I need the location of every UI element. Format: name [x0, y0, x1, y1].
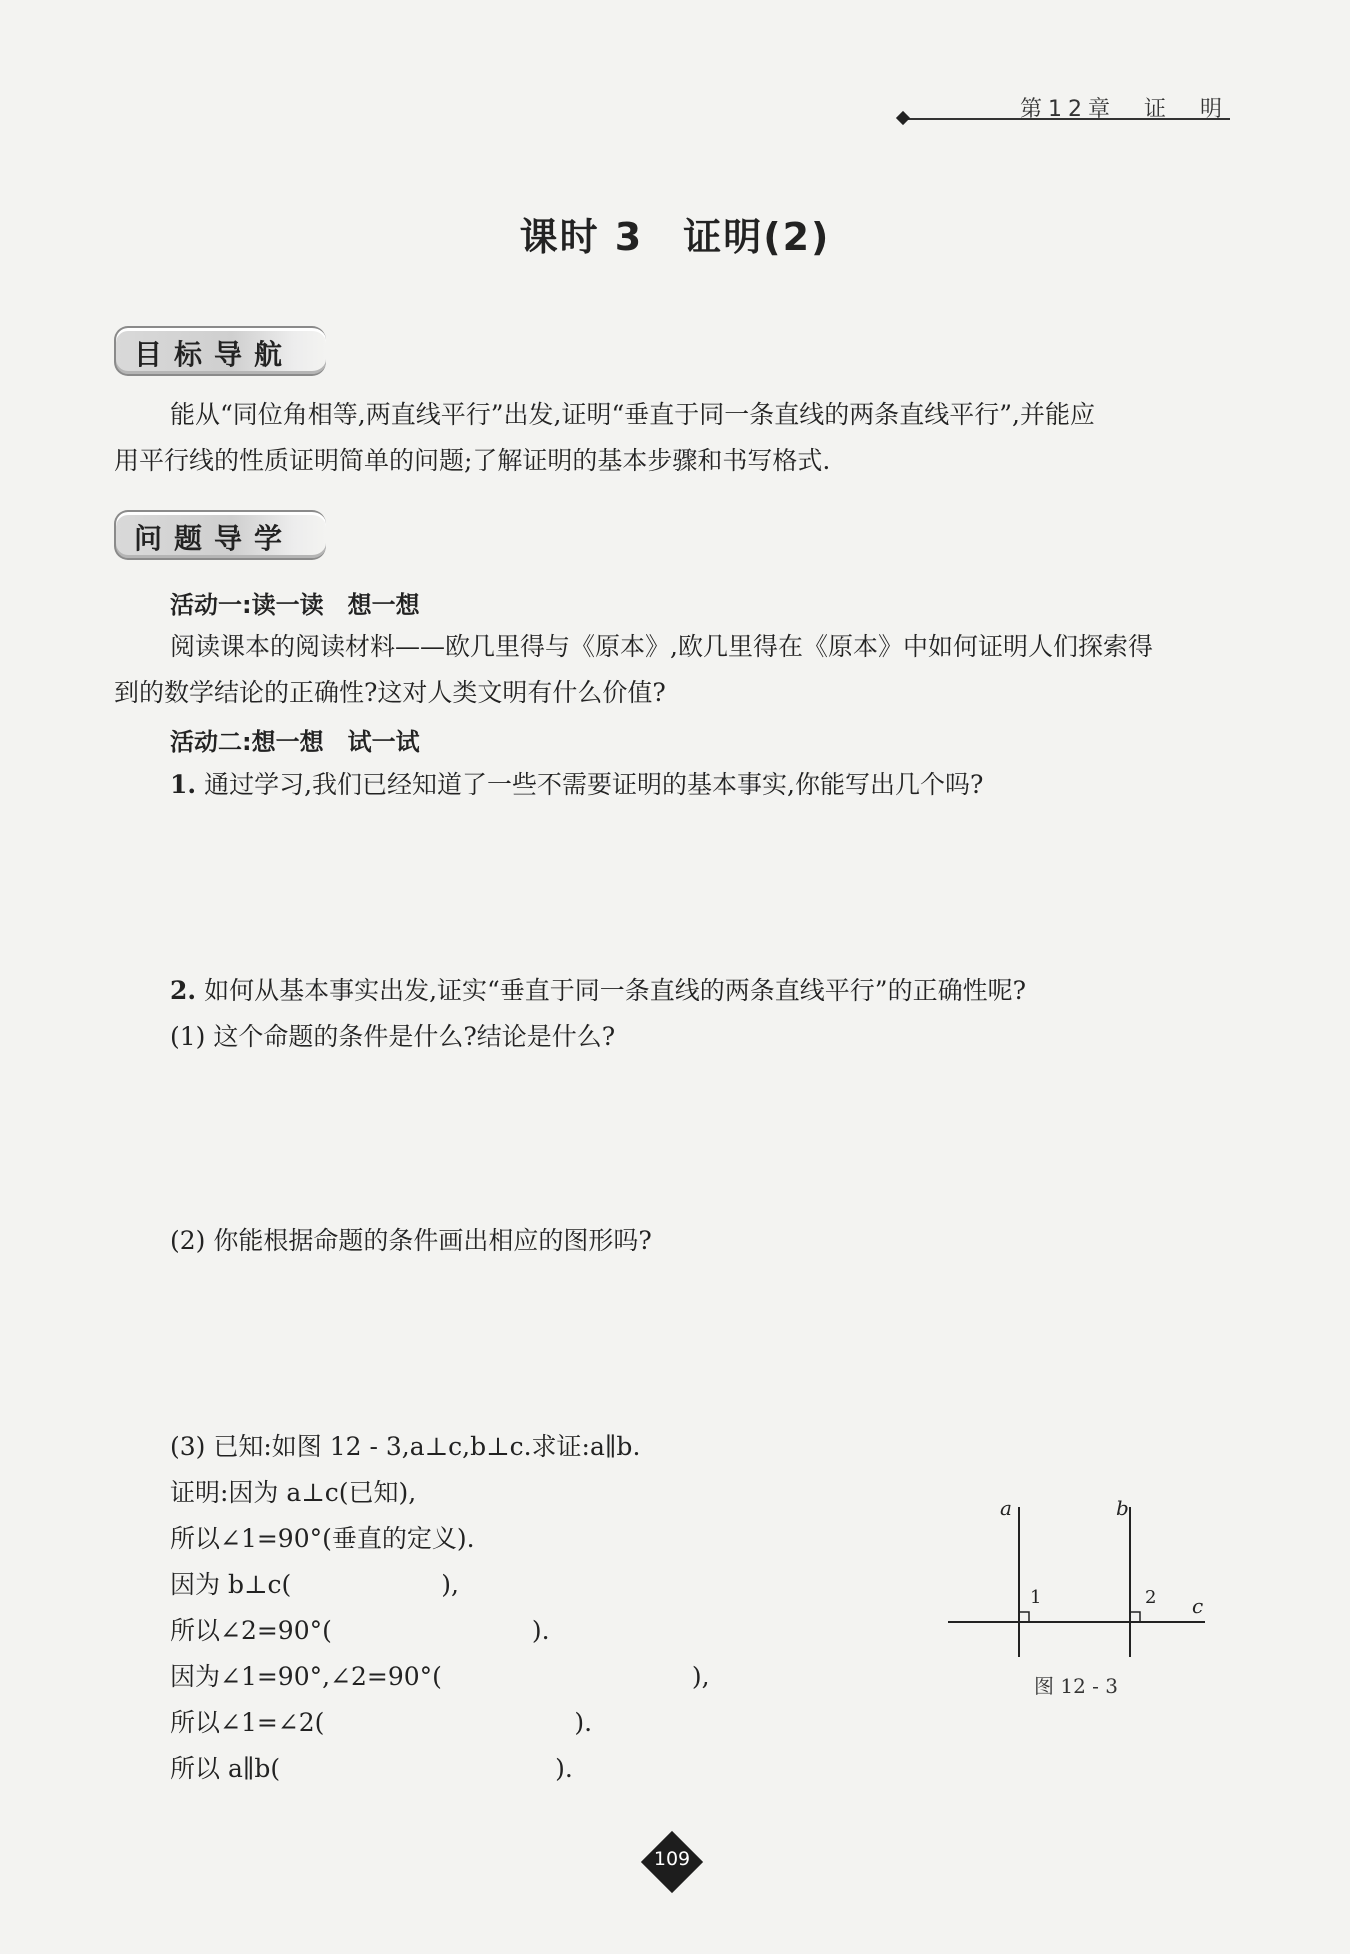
proof-line-6: 所以∠1=∠2( ).: [170, 1708, 593, 1737]
activity2-heading: 活动二:想一想 试一试: [170, 728, 420, 756]
proof-line-7: 所以 a∥b( ).: [170, 1754, 573, 1783]
goal-text-line1: 能从“同位角相等,两直线平行”出发,证明“垂直于同一条直线的两条直线平行”,并能应: [170, 400, 1095, 429]
label-a: a: [1000, 1496, 1012, 1520]
activity1-line2: 到的数学结论的正确性?这对人类文明有什么价值?: [114, 678, 666, 707]
activity1-heading: 活动一:读一读 想一想: [170, 591, 420, 619]
header-rule: [905, 118, 1230, 120]
question-1-text: 通过学习,我们已经知道了一些不需要证明的基本事实,你能写出几个吗?: [204, 770, 984, 799]
proof-line-1: 证明:因为 a⊥c(已知),: [170, 1478, 417, 1507]
lesson-number: 课时 3: [519, 215, 644, 259]
question-2-part-3: (3) 已知:如图 12 - 3,a⊥c,b⊥c.求证:a∥b.: [170, 1432, 641, 1461]
question-1: [170, 762, 983, 808]
right-angle-mark-2: [1130, 1612, 1140, 1622]
chapter-header: 第12章 证 明: [1020, 97, 1228, 122]
proof-line-3: 因为 b⊥c( ),: [170, 1570, 459, 1599]
lesson-topic: 证明(2): [683, 215, 831, 259]
question-2-part-2: (2) 你能根据命题的条件画出相应的图形吗?: [170, 1226, 652, 1255]
question-2-text: 如何从基本事实出发,证实“垂直于同一条直线的两条直线平行”的正确性呢?: [204, 976, 1026, 1005]
figure-12-3: [940, 1495, 1220, 1705]
proof-line-2: 所以∠1=90°(垂直的定义).: [170, 1524, 475, 1553]
figure-caption: 图 12 - 3: [1034, 1674, 1119, 1698]
question-2-number: 2.: [170, 976, 197, 1005]
label-angle-2: 2: [1145, 1587, 1157, 1608]
label-c: c: [1192, 1594, 1204, 1618]
lesson-title: [0, 206, 1350, 261]
label-angle-1: 1: [1030, 1587, 1042, 1608]
section-badge-goal-label: 目标导航: [134, 338, 295, 371]
page-number: 109: [653, 1848, 691, 1870]
question-1-number: 1.: [170, 770, 197, 799]
question-2: [170, 968, 1026, 1014]
section-badge-problem: [114, 510, 326, 560]
activity1-line1: 阅读课本的阅读材料——欧几里得与《原本》,欧几里得在《原本》中如何证明人们探索得: [170, 632, 1153, 661]
question-2-part-1: (1) 这个命题的条件是什么?结论是什么?: [170, 1022, 616, 1051]
right-angle-mark-1: [1019, 1612, 1029, 1622]
section-badge-problem-label: 问题导学: [134, 522, 295, 555]
proof-line-4: 所以∠2=90°( ).: [170, 1616, 550, 1645]
label-b: b: [1116, 1496, 1129, 1520]
goal-text-line2: 用平行线的性质证明简单的问题;了解证明的基本步骤和书写格式.: [114, 446, 831, 475]
proof-line-5: 因为∠1=90°,∠2=90°( ),: [170, 1662, 710, 1691]
header-diamond-icon: [896, 111, 910, 125]
section-badge-goal: [114, 326, 326, 376]
